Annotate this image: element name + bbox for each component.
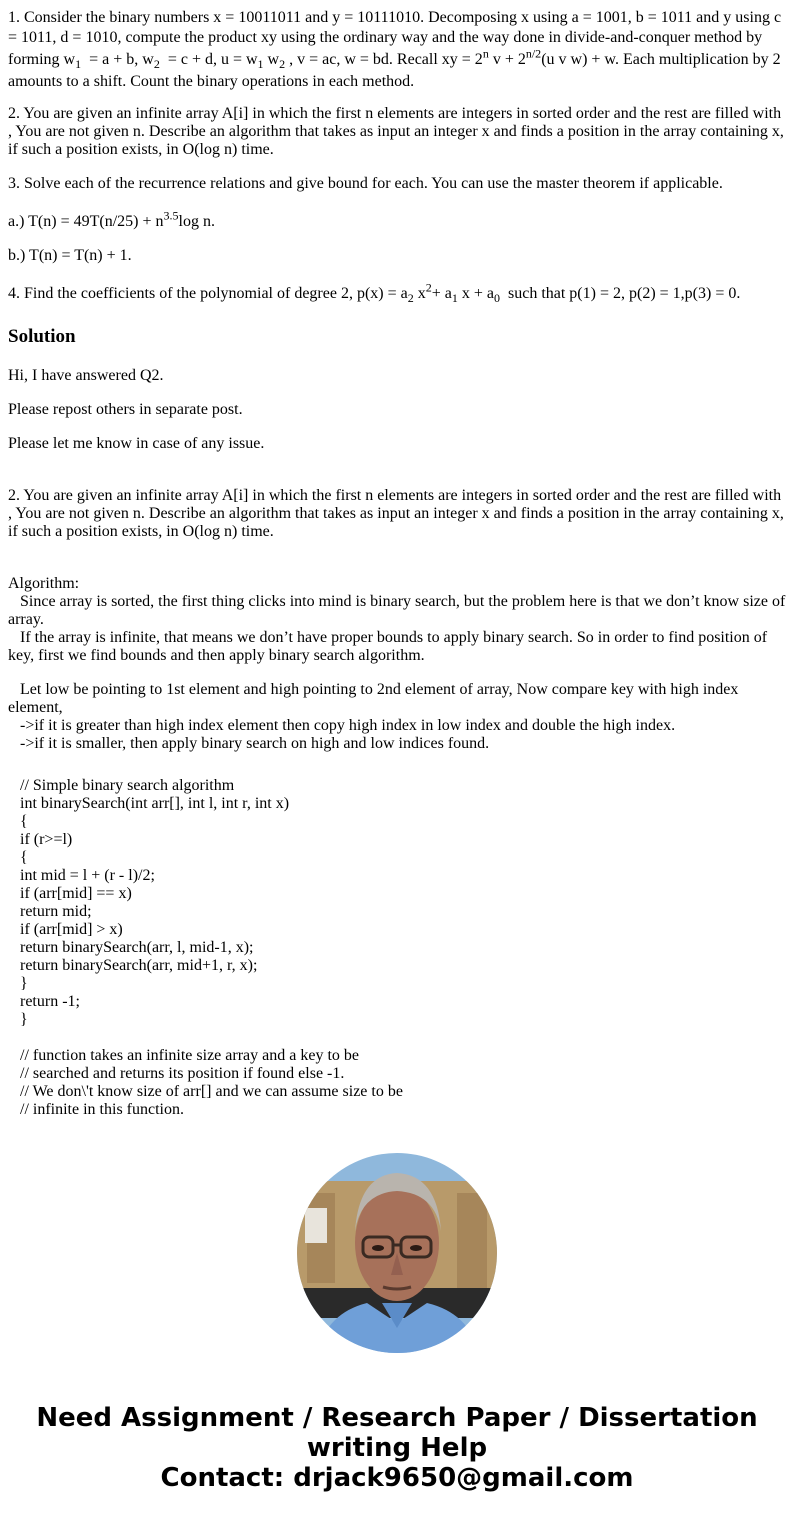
solution-intro-2: Please repost others in separate post. [8, 401, 243, 418]
code-line: return mid; [20, 903, 92, 920]
q1-line4: amounts to a shift. Count the binary operations in each method. [8, 73, 415, 90]
code-line: // infinite in this function. [20, 1101, 184, 1118]
banner-line-1: Need Assignment / Research Paper / Dissertation [36, 1403, 758, 1433]
question-3: 3. Solve each of the recurrence relations and give bound for each. You can use the master theorem if applicable. [8, 175, 723, 192]
q1-line3: forming $w_1 = a + b$, $w_2 = c + d$, $u = w_1$ $w_2$ , v = ac, w = bd. Recall xy = $2^n$ $v + 2^{n/2}(u$ v w) + w. Each multiplication by 2 [8, 46, 781, 72]
code-line: return binarySearch(arr, l, mid-1, x); [20, 939, 254, 956]
question-3a: a.) $T(n) = 49T(n/25) + n^{3.5}\log$ n. [8, 208, 215, 230]
question-4: 4. Find the coefficients of the polynomial of degree 2, $p(x) = a_2$ $x^2+ a_1$ $x + a_0$ such that p(1) = 2, p(2) = 1,p(3) = 0. [8, 280, 741, 306]
algorithm-label: Algorithm: [8, 575, 80, 592]
code-block[interactable] [8, 777, 788, 1122]
code-line: { [20, 849, 28, 866]
contact-banner [0, 1403, 794, 1493]
code-line: if (arr[mid] > x) [20, 921, 123, 938]
question-3b: b.) T(n) = T(n) + 1. [8, 247, 132, 264]
banner-line-2: writing Help [306, 1433, 488, 1463]
code-line: int mid = l + (r - l)/2; [20, 867, 155, 884]
code-line: } [20, 1011, 28, 1028]
solution-heading: Solution [8, 326, 76, 347]
contact-email[interactable]: Contact: drjack9650@gmail.com [160, 1463, 634, 1493]
algorithm-p5: ->if it is smaller, then apply binary search on high and low indices found. [8, 735, 490, 752]
code-line: if (r>=l) [20, 831, 73, 848]
question-1 [8, 7, 788, 91]
algorithm-p4: ->if it is greater than high index element then copy high index in low index and double the high index. [8, 717, 676, 734]
author-avatar [297, 1153, 497, 1353]
code-line: { [20, 813, 28, 830]
portrait-photo-icon [297, 1153, 497, 1353]
algorithm-p1: Since array is sorted, the first thing clicks into mind is binary search, but the problem here is that we don’t know size of array. [8, 593, 790, 628]
code-line: // function takes an infinite size array and a key to be [20, 1047, 359, 1064]
code-line: int binarySearch(int arr[], int l, int r, int x) [20, 795, 290, 812]
code-line: // searched and returns its position if found else -1. [20, 1065, 345, 1082]
solution-intro-1: Hi, I have answered Q2. [8, 367, 164, 384]
solution-intro-3: Please let me know in case of any issue. [8, 435, 265, 452]
restated-question: 2. You are given an infinite array A[i] in which the first n elements are integers in sorted order and the rest are filled with , You are not given n. Describe an algorithm that takes as input an integer x and finds a position in the array containing x, if such a position exists, in O(log n) time. [8, 487, 784, 540]
code-line: // We don\'t know size of arr[] and we can assume size to be [20, 1083, 403, 1100]
code-line: // Simple binary search algorithm [20, 777, 235, 794]
question-2: 2. You are given an infinite array A[i] in which the first n elements are integers in sorted order and the rest are filled with , You are not given n. Describe an algorithm that takes as input an integer x and finds a position in the array containing x, if such a position exists, in O(log n) time. [8, 105, 784, 158]
code-line: return binarySearch(arr, mid+1, r, x); [20, 957, 258, 974]
code-line: } [20, 975, 28, 992]
code-line: if (arr[mid] == x) [20, 885, 132, 902]
algorithm-p2: If the array is infinite, that means we don’t have proper bounds to apply binary search. So in order to find position of key, first we find bounds and then apply binary search algorithm. [8, 629, 772, 664]
q1-line1: 1. Consider the binary numbers x = 10011011 and y = 10111010. Decomposing x using a = 1001, b = 1011 and y using c [8, 9, 782, 26]
q1-line2: = 1011, d = 1010, compute the product xy using the ordinary way and the way done in divide-and-conquer method by [8, 29, 763, 46]
algorithm-p3: Let low be pointing to 1st element and high pointing to 2nd element of array, Now compare key with high index element, [8, 681, 743, 716]
code-line [8, 1029, 788, 1047]
code-line: return -1; [20, 993, 80, 1010]
